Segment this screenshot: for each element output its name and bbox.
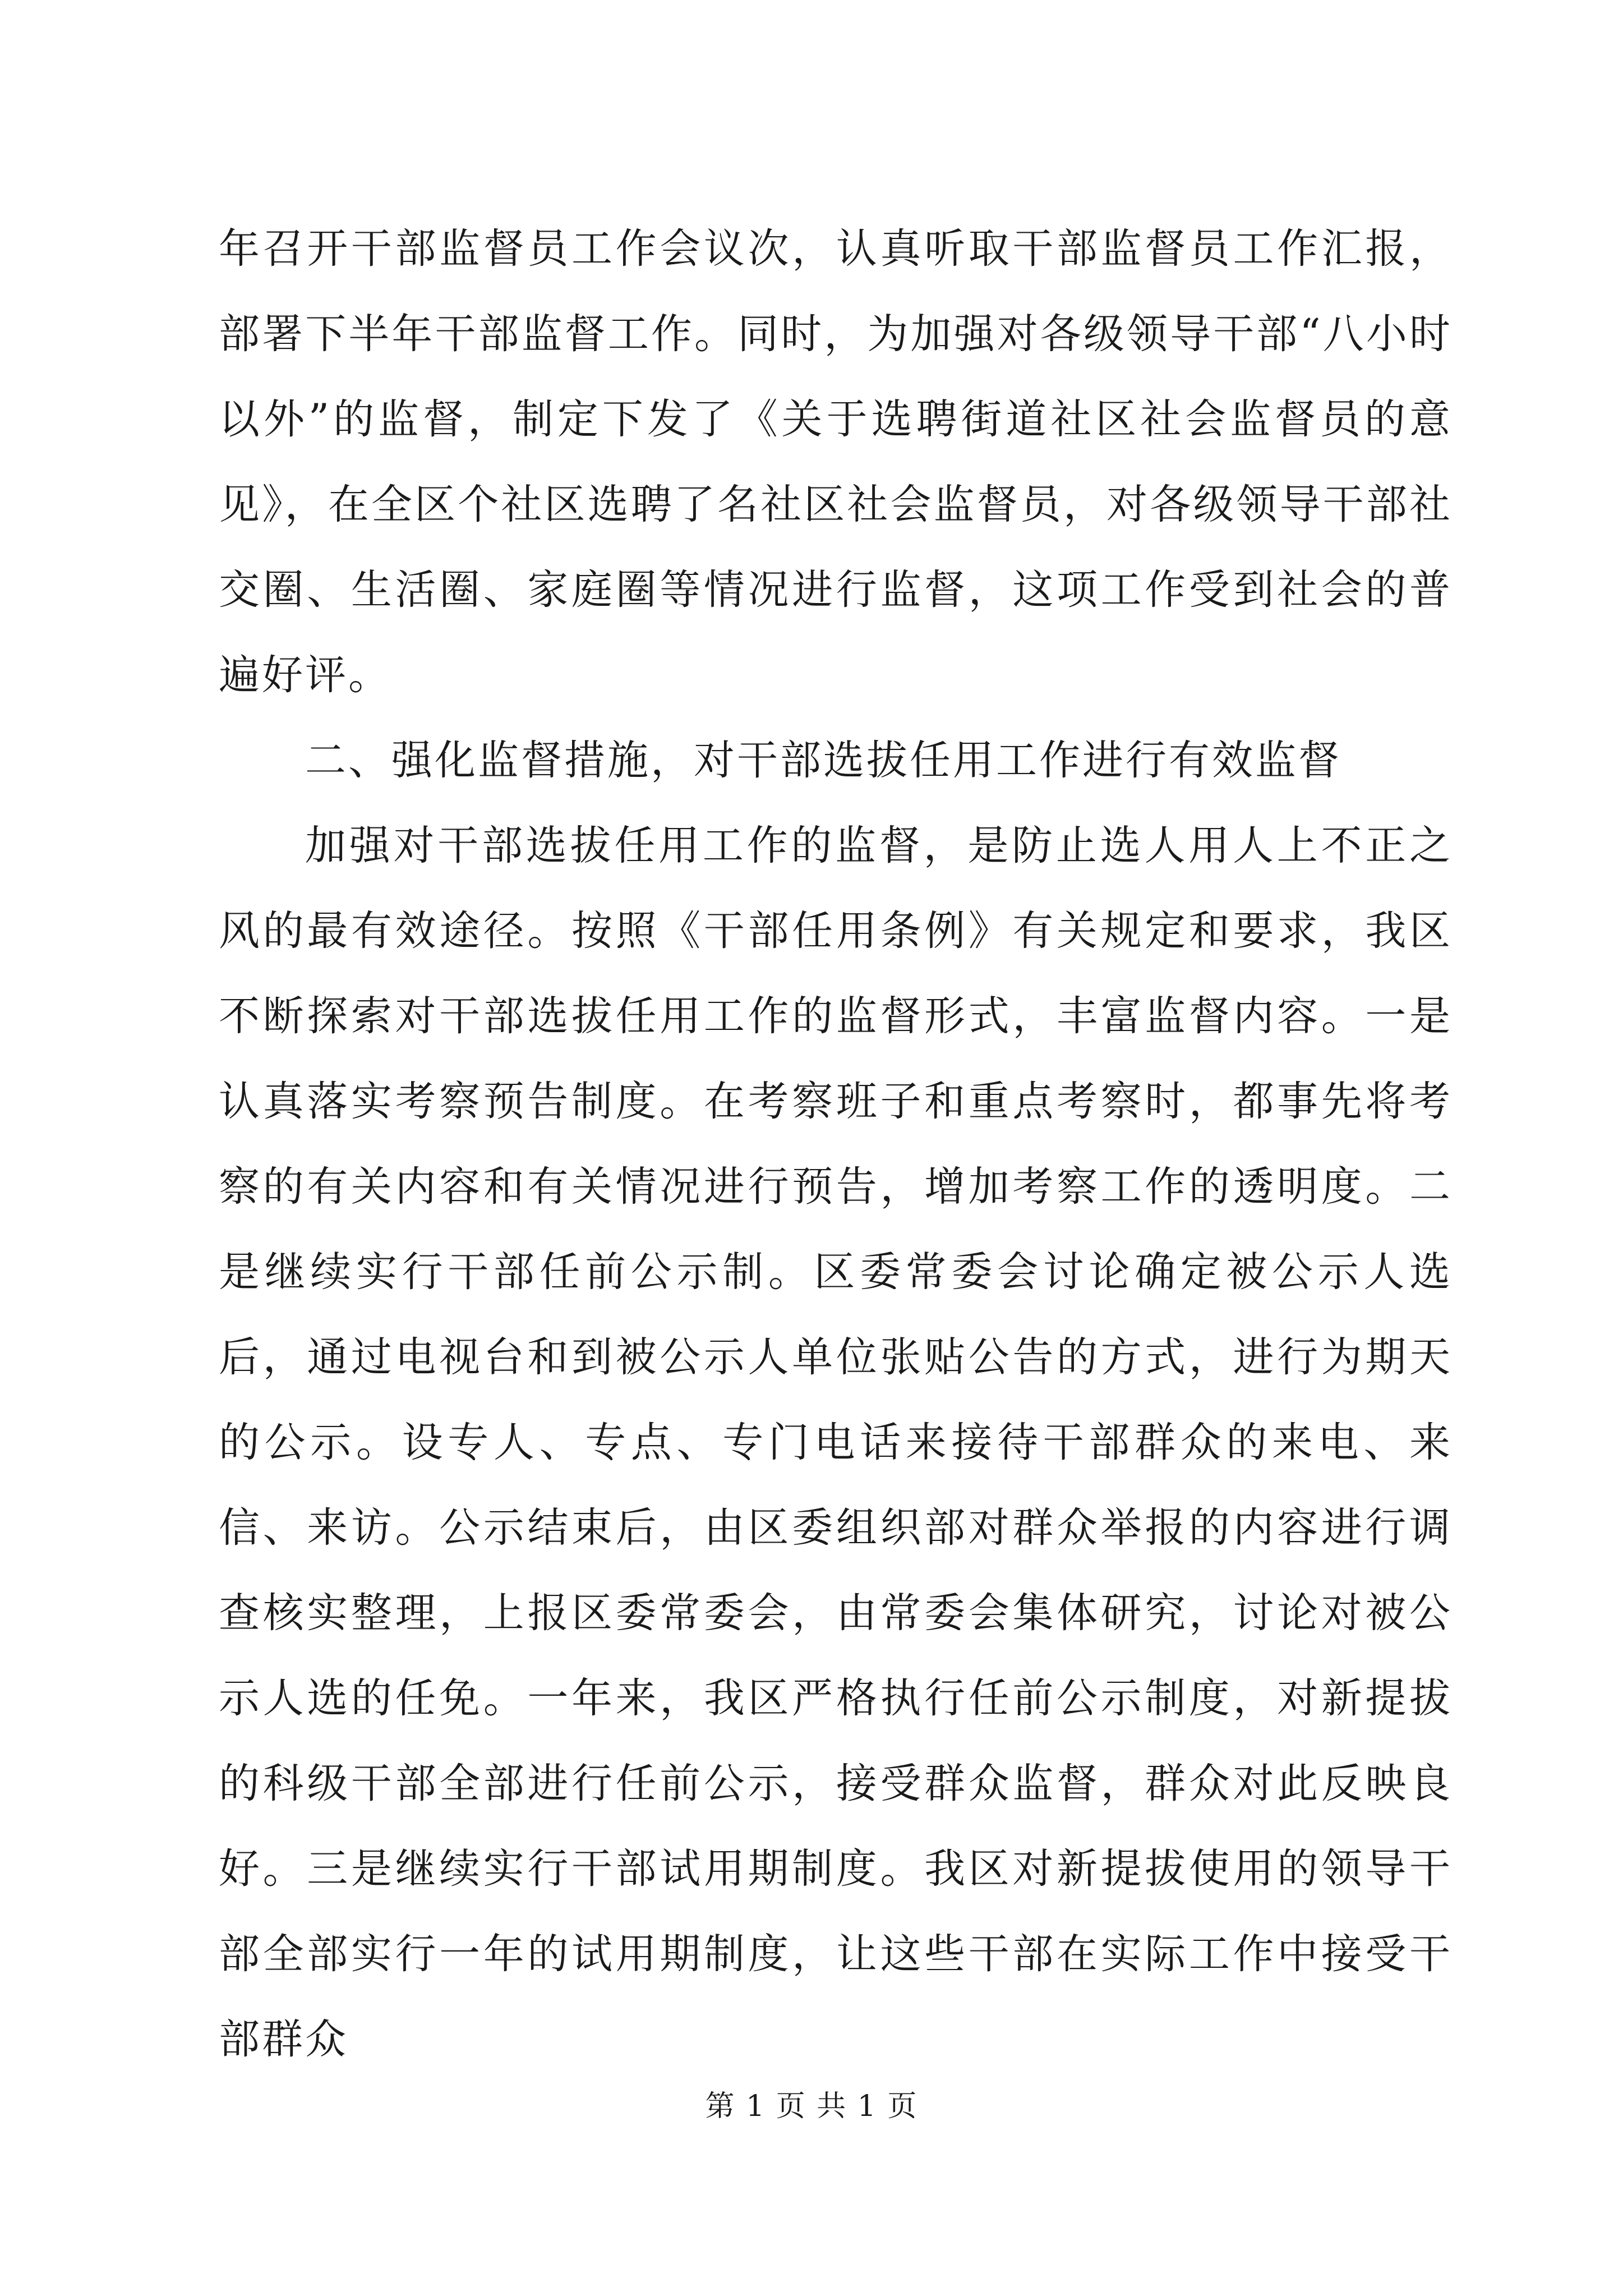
document-body (219, 206, 1453, 2082)
paragraph-continuation: 年召开干部监督员工作会议次，认真听取干部监督员工作汇报，部署下半年干部监督工作。同时，为加强对各级领导干部“八小时以外”的监督，制定下发了《关于选聘街道社区社会监督员的意见》，在全区个社区选聘了名社区社会监督员，对各级领导干部社交圈、生活圈、家庭圈等情况进行监督，这项工作受到社会的普遍好评。 (219, 225, 1453, 699)
page-footer: 第 1 页 共 1 页 (705, 2090, 918, 2123)
paragraph-body: 加强对干部选拔任用工作的监督，是防止选人用人上不正之风的最有效途径。按照《干部任用条例》有关规定和要求，我区不断探索对干部选拔任用工作的监督形式，丰富监督内容。一是认真落实考察预告制度。在考察班子和重点考察时，都事先将考察的有关内容和有关情况进行预告，增加考察工作的透明度。二是继续实行干部任前公示制。区委常委会讨论确定被公示人选后，通过电视台和到被公示人单位张贴公告的方式，进行为期天的公示。设专人、专点、专门电话来接待干部群众的来电、来信、来访。公示结束后，由区委组织部对群众举报的内容进行调查核实整理，上报区委常委会，由常委会集体研究，讨论对被公示人选的任免。一年来，我区严格执行任前公示制度，对新提拔的科级干部全部进行任前公示，接受群众监督，群众对此反映良好。三是继续实行干部试用期制度。我区对新提拔使用的领导干部全部实行一年的试用期制度，让这些干部在实际工作中接受干部群众 (219, 822, 1453, 2063)
section-heading: 二、强化监督措施，对干部选拔任用工作进行有效监督 (305, 737, 1341, 784)
